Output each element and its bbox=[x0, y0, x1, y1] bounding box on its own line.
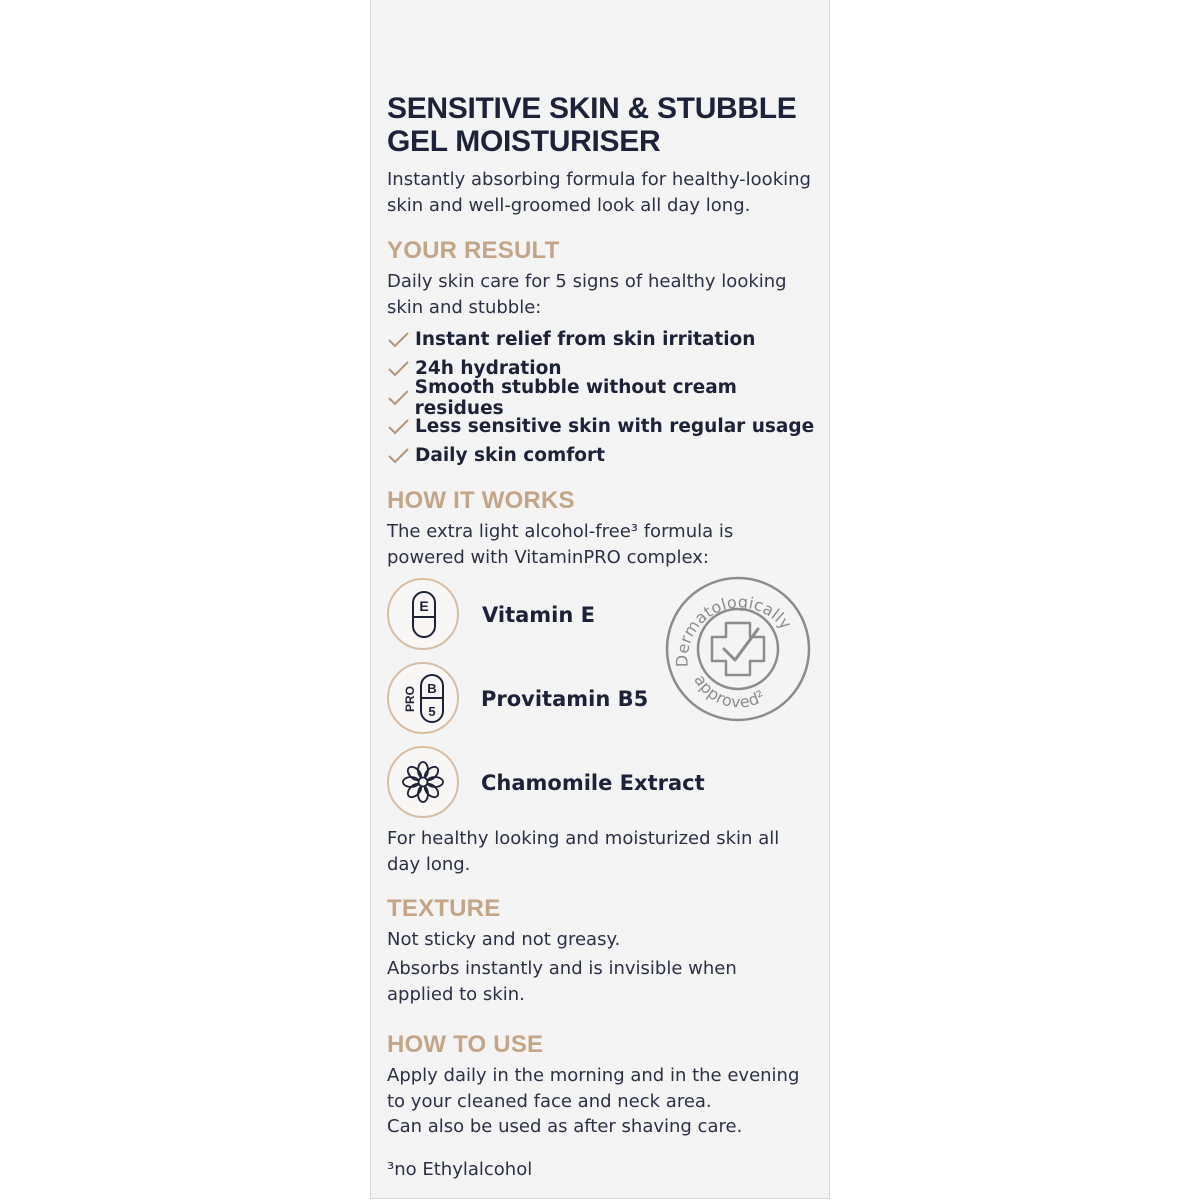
how-it-works-text bbox=[387, 519, 827, 570]
after-ingredients-text bbox=[387, 826, 827, 877]
texture-line-1: Not sticky and not greasy. bbox=[387, 929, 621, 950]
result-benefits-list bbox=[387, 325, 827, 470]
stamp-text-bottom: approved² bbox=[690, 671, 769, 712]
how-it-works-line-2: powered with VitaminPRO complex: bbox=[387, 546, 709, 568]
how-to-use-line-1: Apply daily in the morning and in the evening bbox=[387, 1065, 800, 1086]
intro-text bbox=[387, 167, 827, 218]
texture-line-3: applied to skin. bbox=[387, 983, 525, 1005]
checkmark-icon bbox=[387, 417, 415, 437]
title-line-2: GEL MOISTURISER bbox=[387, 125, 661, 158]
product-title bbox=[387, 92, 817, 158]
capsule-e-letter: E bbox=[419, 598, 429, 614]
footnote: ³no Ethylalcohol bbox=[387, 1159, 533, 1180]
benefit-item bbox=[387, 325, 827, 354]
ingredient-label-chamomile: Chamomile Extract bbox=[481, 771, 705, 795]
chamomile-flower-icon bbox=[389, 748, 457, 816]
your-result-heading: YOUR RESULT bbox=[387, 237, 560, 264]
how-it-works-heading: HOW IT WORKS bbox=[387, 487, 575, 514]
benefit-item bbox=[387, 376, 827, 419]
result-line-2: skin and stubble: bbox=[387, 296, 542, 318]
title-line-1: SENSITIVE SKIN & STUBBLE bbox=[387, 92, 797, 125]
benefit-label: Less sensitive skin with regular usage bbox=[415, 416, 815, 437]
svg-text:approved² bbox=[690, 671, 768, 711]
result-line-1: Daily skin care for 5 signs of healthy looking bbox=[387, 271, 787, 292]
benefit-label: Instant relief from skin irritation bbox=[415, 329, 756, 350]
five-glyph: 5 bbox=[428, 704, 436, 719]
chamomile-badge bbox=[387, 746, 459, 818]
intro-line-2: skin and well-groomed look all day long. bbox=[387, 194, 751, 216]
intro-line-1: Instantly absorbing formula for healthy-looking bbox=[387, 169, 811, 190]
benefit-label: 24h hydration bbox=[415, 358, 562, 379]
how-to-use-text bbox=[387, 1063, 827, 1140]
how-it-works-line-1: The extra light alcohol-free³ formula is bbox=[387, 521, 734, 542]
capsule-e-icon bbox=[389, 580, 457, 648]
dermatologically-approved-stamp bbox=[664, 575, 812, 723]
after-line-1: For healthy looking and moisturized skin all bbox=[387, 828, 780, 849]
how-to-use-heading: HOW TO USE bbox=[387, 1031, 544, 1058]
product-info-panel bbox=[370, 0, 830, 1198]
stamp-text-top: Dermatologically bbox=[672, 592, 796, 668]
benefit-item bbox=[387, 441, 827, 470]
after-line-2: day long. bbox=[387, 853, 471, 875]
ingredient-label-vitamin-e: Vitamin E bbox=[482, 603, 595, 627]
checkmark-icon bbox=[387, 359, 415, 379]
texture-text bbox=[387, 956, 827, 1007]
benefit-item bbox=[387, 412, 827, 441]
provitamin-b5-badge bbox=[387, 662, 459, 734]
how-to-use-line-2: to your cleaned face and neck area. bbox=[387, 1090, 712, 1112]
checkmark-icon bbox=[387, 330, 415, 350]
texture-line-2: Absorbs instantly and is invisible when bbox=[387, 958, 737, 979]
stamp-checkmark-icon bbox=[724, 629, 758, 660]
b-glyph: B bbox=[427, 681, 437, 696]
vitamin-e-badge bbox=[387, 578, 459, 650]
checkmark-icon bbox=[387, 388, 415, 408]
texture-heading: TEXTURE bbox=[387, 895, 501, 922]
pro-glyph: PRO bbox=[403, 685, 417, 712]
result-text bbox=[387, 269, 827, 320]
pro-b5-capsule-icon bbox=[389, 664, 457, 732]
how-to-use-line-3: Can also be used as after shaving care. bbox=[387, 1116, 743, 1137]
checkmark-icon bbox=[387, 446, 415, 466]
benefit-label: Daily skin comfort bbox=[415, 445, 605, 466]
ingredient-label-provitamin-b5: Provitamin B5 bbox=[481, 687, 649, 711]
benefit-label: Smooth stubble without cream residues bbox=[414, 376, 737, 419]
